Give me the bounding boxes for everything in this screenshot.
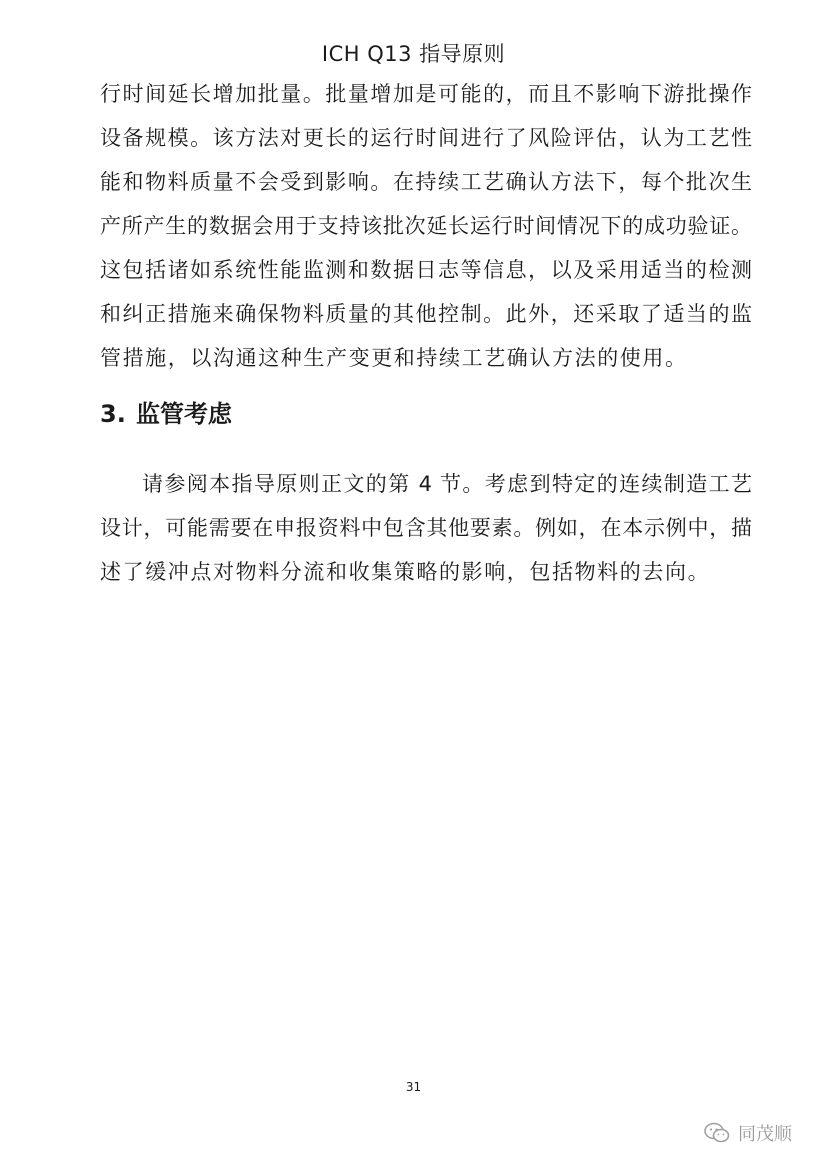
- watermark-text: 同茂顺: [738, 1124, 792, 1145]
- text-line: 这包括诸如系统性能监测和数据日志等信息，以及采用适当的检测: [100, 258, 752, 282]
- page-number: 31: [405, 1080, 422, 1094]
- text-line: 请参阅本指导原则正文的第 4 节。考虑到特定的连续制造工艺: [142, 472, 752, 496]
- text-line: 行时间延长增加批量。批量增加是可能的，而且不影响下游批操作: [100, 82, 752, 106]
- paragraph-2: [100, 462, 752, 594]
- text-line: 产所产生的数据会用于支持该批次延长运行时间情况下的成功验证。: [100, 214, 752, 238]
- text-line: 管措施，以沟通这种生产变更和持续工艺确认方法的使用。: [100, 346, 688, 370]
- text-line: 能和物料质量不会受到影响。在持续工艺确认方法下，每个批次生: [100, 170, 752, 194]
- text-line: 述了缓冲点对物料分流和收集策略的影响，包括物料的去向。: [100, 560, 711, 584]
- section-title: 监管考虑: [136, 400, 232, 428]
- watermark: [704, 1120, 792, 1146]
- text-line: 和纠正措施来确保物料质量的其他控制。此外，还采取了适当的监: [100, 302, 752, 326]
- section-number: 3.: [100, 400, 126, 428]
- paragraph-1: [100, 72, 752, 380]
- wechat-icon: [704, 1122, 730, 1144]
- page-header: ICH Q13 指导原则: [321, 42, 506, 66]
- section-heading: [100, 394, 232, 429]
- text-line: 设备规模。该方法对更长的运行时间进行了风险评估，认为工艺性: [100, 126, 752, 150]
- text-line: 设计，可能需要在申报资料中包含其他要素。例如，在本示例中，描: [100, 516, 752, 540]
